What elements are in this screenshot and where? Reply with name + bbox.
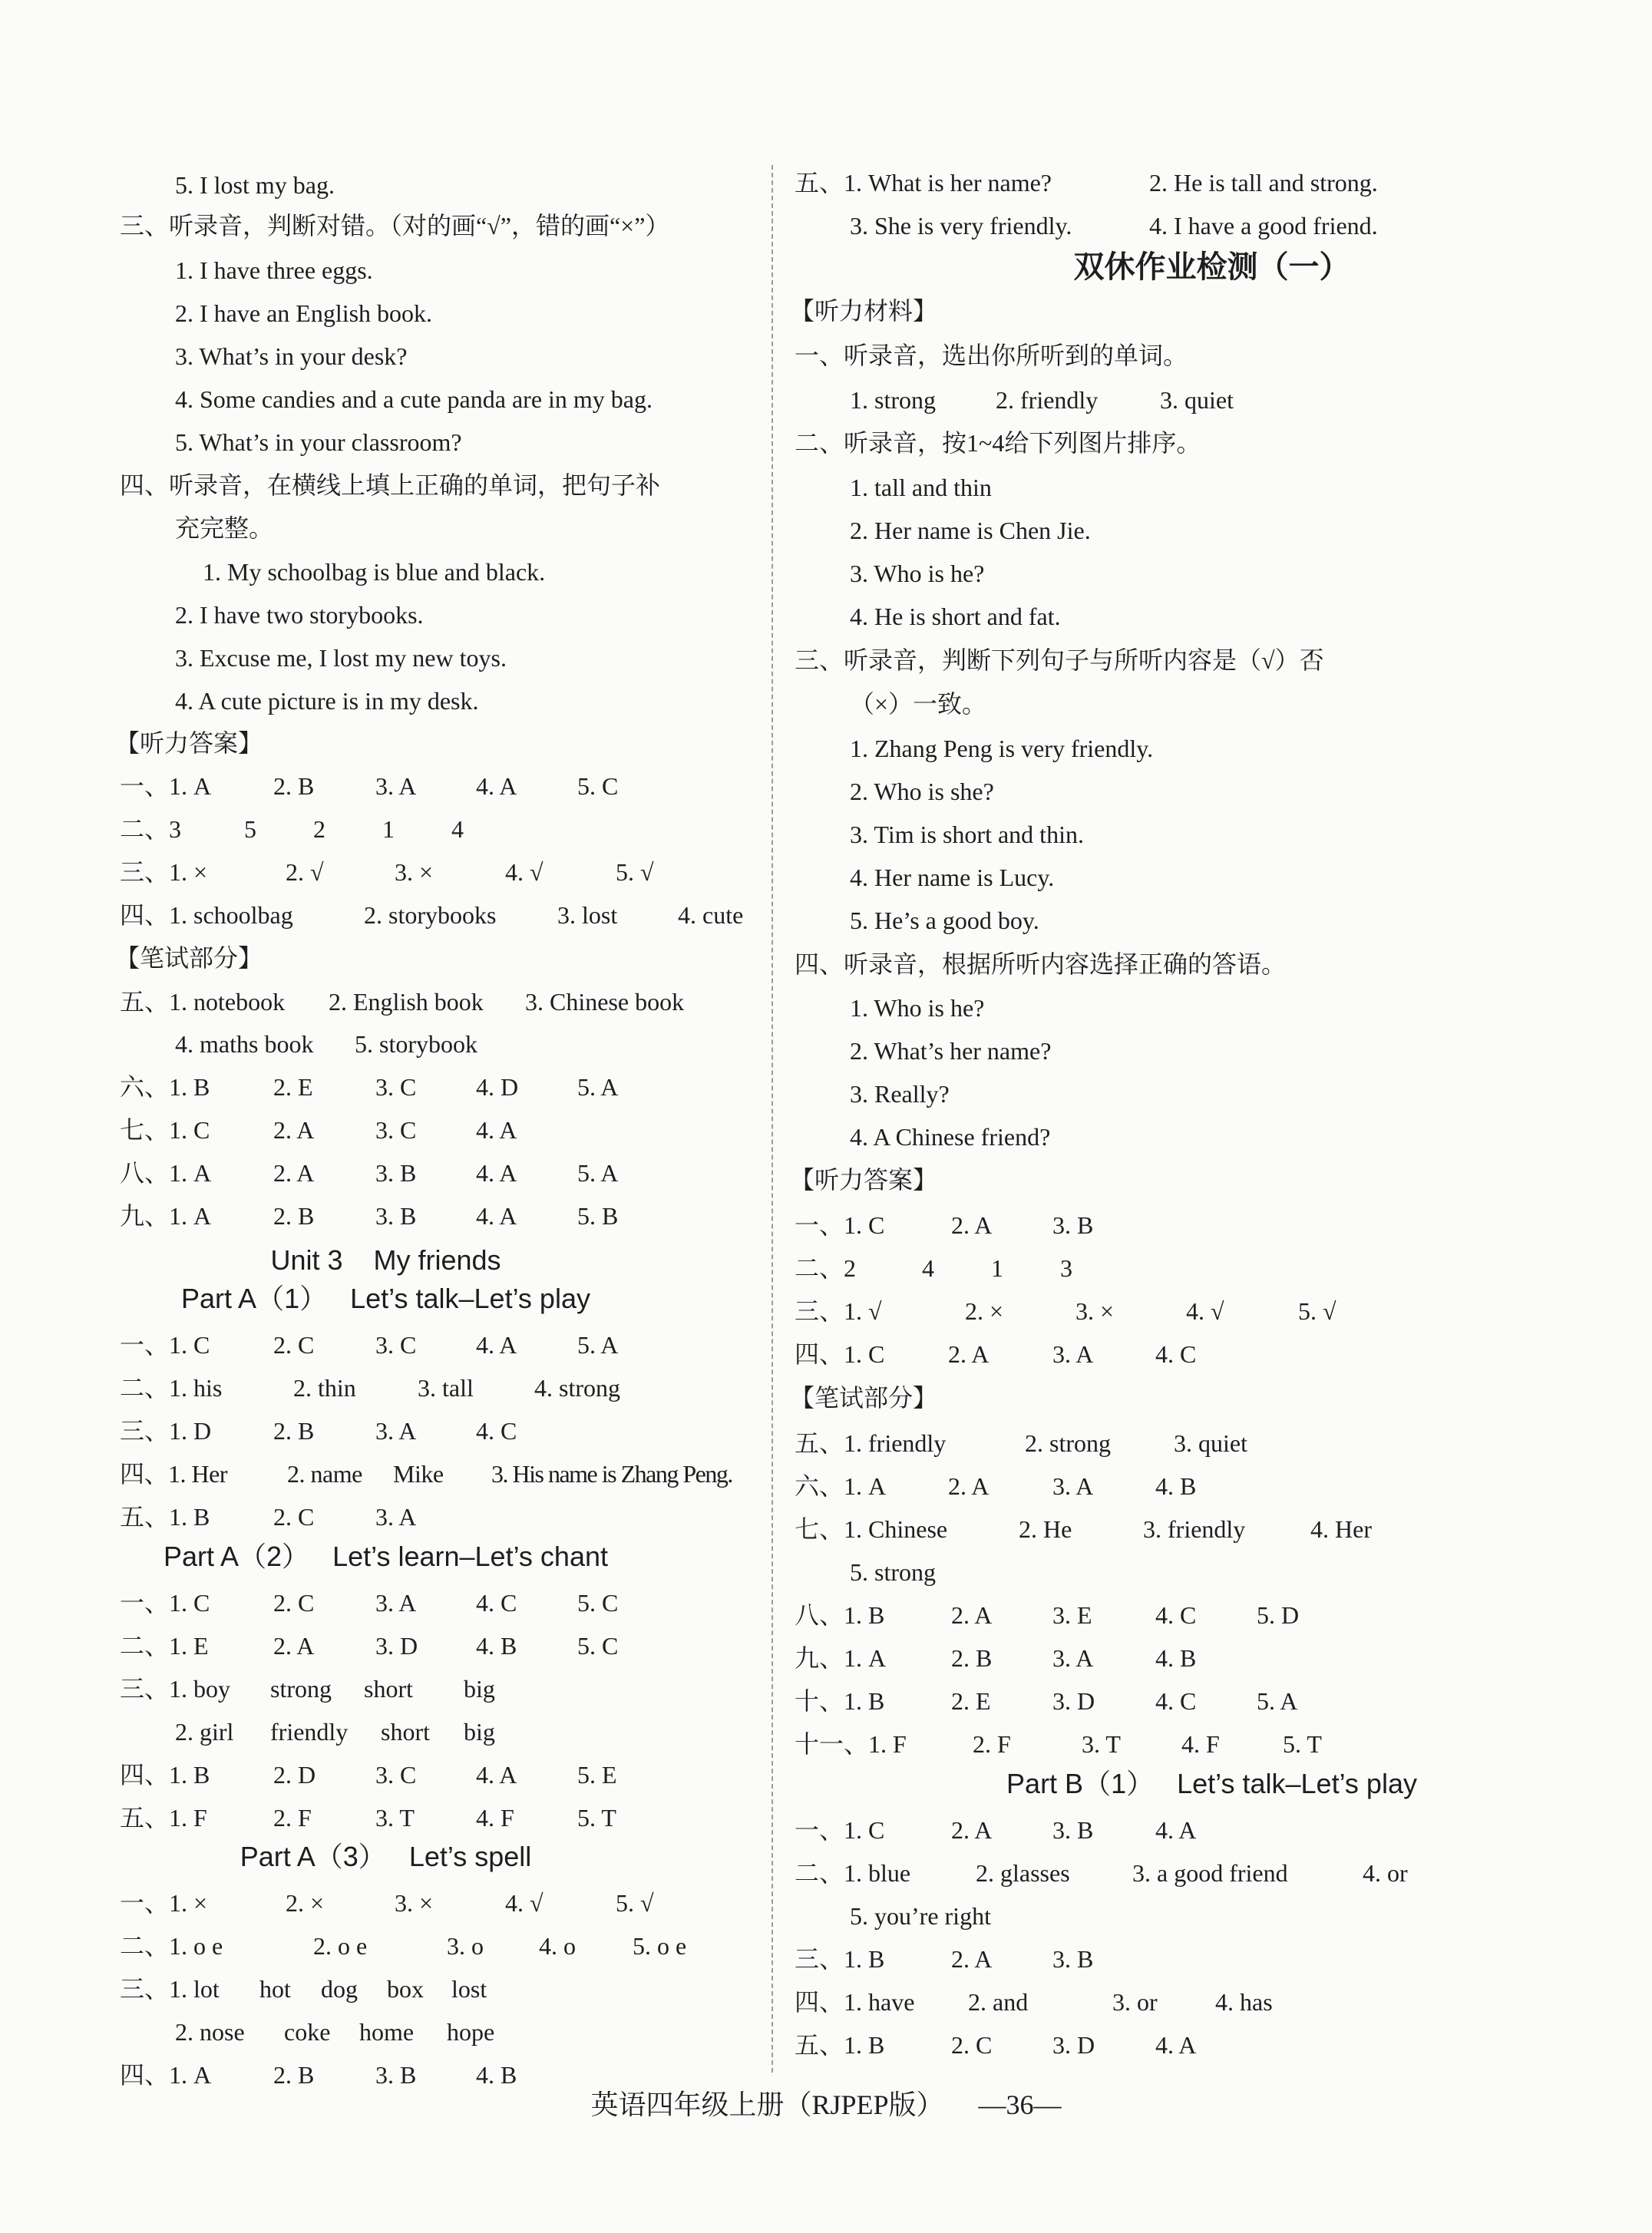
answer: 3. C (375, 1073, 417, 1101)
answer: 2. A (951, 1816, 993, 1844)
list-item: 1. I have three eggs. (175, 256, 373, 284)
answer: 2. glasses (976, 1859, 1070, 1887)
answer: 4 (922, 1254, 934, 1282)
answer: 5. storybook (355, 1030, 477, 1058)
answer: 二、3 (120, 815, 182, 843)
answer: 4. C (476, 1417, 517, 1445)
answer: 一、1. C (120, 1331, 210, 1359)
answer: 六、1. A (795, 1472, 887, 1500)
listening-answers-label: 【听力答案】 (790, 1166, 938, 1194)
answer: 2. E (951, 1687, 991, 1715)
answer-row: 5. you’re right (850, 1902, 991, 1930)
answer: 一、1. × (120, 1889, 208, 1917)
answer: 3. o (447, 1932, 484, 1960)
answer: 5. B (577, 1202, 619, 1230)
answer: 三、1. lot (120, 1975, 220, 2003)
list-item: 1. My schoolbag is blue and black. (203, 558, 546, 586)
answer: 4. A (476, 1202, 517, 1230)
answer: 2. He (1019, 1515, 1072, 1543)
list-item: 2. Who is she? (850, 778, 994, 805)
answer: 二、2 (795, 1254, 857, 1282)
answer: 3. friendly (1143, 1515, 1246, 1543)
answer: 4. B (476, 2061, 517, 2089)
answer: 2. storybooks (364, 901, 497, 929)
answer: 2. F (273, 1804, 312, 1832)
answer: 4. A (476, 772, 517, 800)
list-item: 3. Really? (850, 1080, 950, 1108)
answer: 3. × (395, 1889, 434, 1917)
answer: 3. His name is Zhang Peng. (491, 1460, 732, 1488)
list-item: 4. Her name is Lucy. (850, 864, 1055, 891)
answer: short (364, 1675, 413, 1703)
answer: 4. C (1155, 1340, 1197, 1368)
list-item: 1. strong (850, 386, 936, 414)
answer: 2. and (968, 1988, 1029, 2016)
answer: 3. E (1052, 1601, 1092, 1629)
list-item: 3. What’s in your desk? (175, 342, 408, 370)
answer: 3. A (375, 1589, 417, 1617)
list-item: 3. Who is he? (850, 560, 985, 587)
answer: 二、1. blue (795, 1859, 911, 1887)
answer: 5. D (1257, 1601, 1300, 1629)
test-title: 双休作业检测（一） (1073, 249, 1350, 285)
answer: 三、1. boy (120, 1675, 231, 1703)
answer: 2. A (948, 1472, 990, 1500)
answer: big (464, 1718, 495, 1746)
answer: 五、1. notebook (120, 988, 286, 1016)
part-title: Part A（2） Let’s learn–Let’s chant (163, 1541, 608, 1572)
answer: 2. English book (329, 988, 484, 1016)
answer: 1 (991, 1254, 1003, 1282)
answer: 4. B (1155, 1472, 1197, 1500)
answer: 3. × (395, 858, 434, 886)
answer: 5. A (1257, 1687, 1298, 1715)
answer: 2. × (286, 1889, 325, 1917)
list-item: 2. I have two storybooks. (175, 601, 424, 629)
part-title: Part B（1） Let’s talk–Let’s play (1006, 1768, 1417, 1799)
answer: 3. D (1052, 1687, 1095, 1715)
answer: 5. √ (1298, 1297, 1336, 1325)
answer: 四、1. B (120, 1761, 210, 1789)
list-item: 3. quiet (1160, 386, 1234, 414)
answer: 4. √ (1186, 1297, 1224, 1325)
answer: 七、1. C (120, 1116, 210, 1144)
list-item: 1. Who is he? (850, 994, 985, 1022)
answer: 4. A (1155, 1816, 1197, 1844)
answer: 五、1. B (795, 2031, 885, 2059)
answer: 3. A (375, 1417, 417, 1445)
answer: 4. A (476, 1116, 517, 1144)
answer: 4. √ (505, 1889, 544, 1917)
answer: 2. name (287, 1460, 362, 1488)
page-footer (0, 2088, 1652, 2122)
answer: 2. He is tall and strong. (1149, 169, 1378, 197)
section-title: 充完整。 (175, 514, 274, 542)
answer: 九、1. A (120, 1202, 212, 1230)
answer: 四、1. have (795, 1988, 915, 2016)
answer: 3. × (1075, 1297, 1115, 1325)
answer: 2. A (951, 1945, 993, 1973)
answer: hope (447, 2018, 495, 2046)
answer: 4. cute (678, 901, 744, 929)
answer: 4. maths book (175, 1030, 314, 1058)
answer: 2. A (951, 1211, 993, 1239)
answer: 3. B (1052, 1211, 1094, 1239)
answer: 2. A (273, 1632, 315, 1660)
answer: 5. C (577, 1632, 619, 1660)
answer: 2. C (273, 1589, 315, 1617)
list-item: 1. Zhang Peng is very friendly. (850, 735, 1154, 762)
answer: 2. E (273, 1073, 313, 1101)
text-line: 5. I lost my bag. (175, 171, 335, 199)
answer: 三、1. √ (795, 1297, 882, 1325)
answer: 3. T (1082, 1730, 1121, 1758)
answer: 3. or (1112, 1988, 1158, 2016)
answer: 5. C (577, 1589, 619, 1617)
answer: 2. B (273, 1202, 315, 1230)
answer: 3. T (375, 1804, 415, 1832)
answer: 4. C (476, 1589, 517, 1617)
answer: 二、1. o e (120, 1932, 223, 1960)
list-item: 4. Some candies and a cute panda are in my bag. (175, 385, 653, 413)
list-item: 4. A Chinese friend? (850, 1123, 1051, 1151)
answer: 4. F (476, 1804, 514, 1832)
answer: 4. A (476, 1761, 517, 1789)
answer: 2. √ (286, 858, 324, 886)
answer: 5 (244, 815, 256, 843)
answer: home (359, 2018, 415, 2046)
answer: 十一、1. F (795, 1730, 907, 1758)
answer: lost (451, 1975, 487, 2003)
answer: 4. D (476, 1073, 519, 1101)
answer: strong (270, 1675, 332, 1703)
list-item: 2. I have an English book. (175, 299, 433, 327)
answer: 五、1. friendly (795, 1429, 947, 1457)
written-label: 【笔试部分】 (115, 944, 263, 972)
answer: 2. strong (1025, 1429, 1111, 1457)
part-title: Part A（3） Let’s spell (240, 1841, 532, 1872)
answer: 4. C (1155, 1601, 1197, 1629)
list-item: 3. Tim is short and thin. (850, 821, 1084, 848)
unit-title: Unit 3 My friends (270, 1244, 501, 1276)
answer: 3. B (375, 1202, 417, 1230)
answer: coke (284, 2018, 331, 2046)
list-item: 3. Excuse me, I lost my new toys. (175, 644, 507, 672)
answer: 2. B (273, 1417, 315, 1445)
section-title: （×）一致。 (850, 690, 987, 718)
answer-row: 5. strong (850, 1558, 936, 1586)
answer: 四、1. Her (120, 1460, 227, 1488)
answer: short (381, 1718, 430, 1746)
answer: 4. I have a good friend. (1149, 212, 1378, 239)
answer: 3. A (1052, 1472, 1094, 1500)
page-number: —36— (978, 2089, 1062, 2120)
answer: 3. a good friend (1132, 1859, 1288, 1887)
answer: 2. thin (293, 1374, 356, 1402)
answer: 3. A (375, 772, 417, 800)
answer: 4. strong (534, 1374, 620, 1402)
answer: 四、1. A (120, 2061, 212, 2089)
answer: 2. × (965, 1297, 1004, 1325)
answer: 3. A (1052, 1644, 1094, 1672)
answer: 2. B (273, 772, 315, 800)
answer: 二、1. E (120, 1632, 209, 1660)
answer: 八、1. A (120, 1159, 212, 1187)
list-item: 2. What’s her name? (850, 1037, 1052, 1065)
section-title: 二、听录音，按1~4给下列图片排序。 (795, 429, 1201, 457)
section-title: 一、听录音，选出你所听到的单词。 (795, 342, 1188, 369)
answer: 5. C (577, 772, 619, 800)
answer: 一、1. C (795, 1816, 885, 1844)
list-item: 5. He’s a good boy. (850, 907, 1039, 934)
answer: 2. B (273, 2061, 315, 2089)
answer: 一、1. C (120, 1589, 210, 1617)
answer: Mike (393, 1460, 444, 1488)
answer: 4. B (476, 1632, 517, 1660)
section-title: 三、听录音，判断对错。（对的画“√”，错的画“×”） (120, 212, 670, 239)
answer: 2. A (948, 1340, 990, 1368)
listening-material-label: 【听力材料】 (790, 297, 938, 325)
answer: 二、1. his (120, 1374, 223, 1402)
answer: 4. C (1155, 1687, 1197, 1715)
answer: 2. C (273, 1503, 315, 1531)
answer: 3. A (375, 1503, 417, 1531)
answer: 2. girl (175, 1718, 234, 1746)
answer: 5. T (1283, 1730, 1322, 1758)
answer: dog (321, 1975, 358, 2003)
list-item: 2. Her name is Chen Jie. (850, 517, 1091, 544)
answer: 5. √ (616, 858, 654, 886)
section-title: 四、听录音，在横线上填上正确的单词，把句子补 (120, 471, 661, 499)
answer: 3. D (1052, 2031, 1095, 2059)
answer: hot (259, 1975, 291, 2003)
answer: 七、1. Chinese (795, 1515, 948, 1543)
answer: 4. has (1215, 1988, 1273, 2016)
answer: 2. F (973, 1730, 1011, 1758)
answer: 一、1. C (795, 1211, 885, 1239)
answer: 九、1. A (795, 1644, 887, 1672)
answer: 三、1. B (795, 1945, 885, 1973)
answer: 5. A (577, 1073, 619, 1101)
section-title: 四、听录音，根据所听内容选择正确的答语。 (795, 950, 1287, 978)
answer: 3. tall (418, 1374, 474, 1402)
answer: 3. She is very friendly. (850, 212, 1072, 239)
listening-answers-label: 【听力答案】 (115, 729, 263, 757)
answer: 5. E (577, 1761, 617, 1789)
answer: box (387, 1975, 424, 2003)
answer: 一、1. A (120, 772, 212, 800)
answer: 4 (451, 815, 464, 843)
list-item: 5. What’s in your classroom? (175, 428, 462, 456)
answer: 3. C (375, 1116, 417, 1144)
answer: 2. nose (175, 2018, 245, 2046)
answer: 5. √ (616, 1889, 654, 1917)
answer: 1 (382, 815, 395, 843)
answer: 5. T (577, 1804, 616, 1832)
answer: 五、1. F (120, 1804, 207, 1832)
answer: 2. C (951, 2031, 993, 2059)
answer: friendly (270, 1718, 349, 1746)
answer: 4. A (1155, 2031, 1197, 2059)
answer: 十、1. B (795, 1687, 885, 1715)
section-title: 三、听录音，判断下列句子与所听内容是（√）否 (795, 646, 1324, 674)
part-title: Part A（1） Let’s talk–Let’s play (181, 1283, 590, 1314)
list-item: 2. friendly (996, 386, 1099, 414)
answer: 六、1. B (120, 1073, 210, 1101)
answer: 4. √ (505, 858, 544, 886)
list-item: 4. He is short and fat. (850, 603, 1061, 630)
answer: 5. A (577, 1159, 619, 1187)
answer: 2. o e (313, 1932, 368, 1960)
answer: 2. A (951, 1601, 993, 1629)
answer: 4. B (1155, 1644, 1197, 1672)
answer: 4. Her (1310, 1515, 1372, 1543)
answer: 三、1. D (120, 1417, 212, 1445)
answer: 3. B (375, 1159, 417, 1187)
answer: 4. or (1363, 1859, 1408, 1887)
answer: 2 (313, 815, 325, 843)
answer: 5. A (577, 1331, 619, 1359)
list-item: 4. A cute picture is in my desk. (175, 687, 479, 715)
list-item: 1. tall and thin (850, 474, 992, 501)
answer: 4. A (476, 1159, 517, 1187)
answer: 3. C (375, 1761, 417, 1789)
answer: 3. quiet (1174, 1429, 1247, 1457)
answer: 2. C (273, 1331, 315, 1359)
answer: 5. o e (633, 1932, 687, 1960)
answer: 五、1. What is her name? (795, 169, 1052, 197)
answer: 3. lost (557, 901, 618, 929)
answer: 五、1. B (120, 1503, 210, 1531)
answer: 八、1. B (795, 1601, 885, 1629)
answer: 3. A (1052, 1340, 1094, 1368)
answer: 四、1. C (795, 1340, 885, 1368)
answer: 3 (1060, 1254, 1072, 1282)
answer: 3. B (1052, 1816, 1094, 1844)
answer: 3. Chinese book (525, 988, 685, 1016)
written-label: 【笔试部分】 (790, 1384, 938, 1412)
answer: 3. C (375, 1331, 417, 1359)
answer: 2. B (951, 1644, 993, 1672)
answer: 2. D (273, 1761, 316, 1789)
answer: 4. F (1181, 1730, 1220, 1758)
answer: 2. A (273, 1116, 315, 1144)
answer: big (464, 1675, 495, 1703)
answer: 4. A (476, 1331, 517, 1359)
answer: 4. o (539, 1932, 576, 1960)
answer: 3. D (375, 1632, 418, 1660)
answer: 2. A (273, 1159, 315, 1187)
book-title: 英语四年级上册（RJPEP版） (590, 2089, 944, 2120)
answer: 三、1. × (120, 858, 208, 886)
answer: 四、1. schoolbag (120, 901, 293, 929)
answer: 3. B (375, 2061, 417, 2089)
answer: 3. B (1052, 1945, 1094, 1973)
